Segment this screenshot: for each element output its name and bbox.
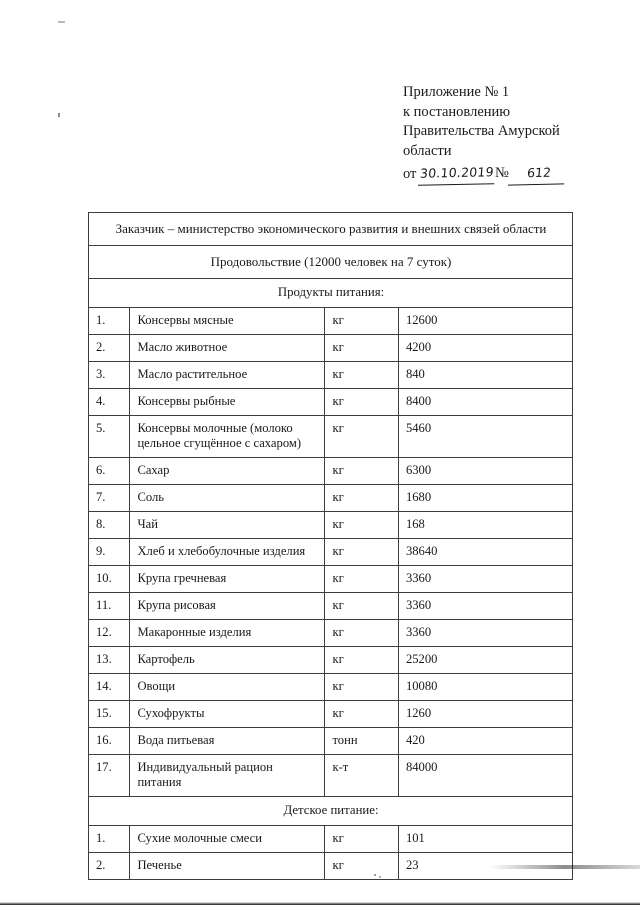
row-name: Сухие молочные смеси xyxy=(130,826,325,853)
row-unit: тонн xyxy=(325,728,399,755)
row-quantity: 3360 xyxy=(398,620,572,647)
row-unit: кг xyxy=(325,566,399,593)
section-food-cell: Продукты питания: xyxy=(89,279,573,308)
table-row xyxy=(89,566,573,593)
row-unit: кг xyxy=(325,826,399,853)
supplies-table xyxy=(88,212,573,880)
table-row-section-food xyxy=(89,279,573,308)
row-number: 2. xyxy=(89,853,130,880)
row-number: 1. xyxy=(89,826,130,853)
row-name: Овощи xyxy=(130,674,325,701)
row-quantity: 840 xyxy=(398,362,572,389)
document-header xyxy=(403,83,613,185)
title-cell: Продовольствие (12000 человек на 7 суток) xyxy=(89,246,573,279)
row-unit: кг xyxy=(325,458,399,485)
row-quantity: 84000 xyxy=(398,755,572,797)
row-number: 5. xyxy=(89,416,130,458)
row-unit: кг xyxy=(325,389,399,416)
row-quantity: 1260 xyxy=(398,701,572,728)
row-name: Вода питьевая xyxy=(130,728,325,755)
row-name: Макаронные изделия xyxy=(130,620,325,647)
scan-edge-artifact xyxy=(490,865,640,869)
table-row xyxy=(89,755,573,797)
row-quantity: 38640 xyxy=(398,539,572,566)
table-row xyxy=(89,362,573,389)
section-baby-cell: Детское питание: xyxy=(89,797,573,826)
table-row-customer xyxy=(89,213,573,246)
row-name: Масло растительное xyxy=(130,362,325,389)
row-quantity: 4200 xyxy=(398,335,572,362)
table-row xyxy=(89,539,573,566)
row-name: Картофель xyxy=(130,647,325,674)
row-number: 9. xyxy=(89,539,130,566)
row-name: Сухофрукты xyxy=(130,701,325,728)
row-unit: кг xyxy=(325,853,399,880)
row-quantity: 420 xyxy=(398,728,572,755)
row-number: 2. xyxy=(89,335,130,362)
row-number: 14. xyxy=(89,674,130,701)
table-row xyxy=(89,647,573,674)
table-row xyxy=(89,389,573,416)
row-unit: кг xyxy=(325,593,399,620)
row-number: 12. xyxy=(89,620,130,647)
decree-date-value: 30.10.2019 xyxy=(418,162,496,185)
row-quantity: 12600 xyxy=(398,308,572,335)
decree-number-value: 612 xyxy=(508,162,566,185)
table-row xyxy=(89,701,573,728)
date-prefix-label: от xyxy=(403,166,417,182)
row-unit: кг xyxy=(325,620,399,647)
row-unit: кг xyxy=(325,674,399,701)
scan-artifact xyxy=(58,113,60,117)
row-name: Хлеб и хлебобулочные изделия xyxy=(130,539,325,566)
table-row xyxy=(89,485,573,512)
row-number: 15. xyxy=(89,701,130,728)
header-line-region: области xyxy=(403,142,452,159)
table-row xyxy=(89,620,573,647)
row-number: 10. xyxy=(89,566,130,593)
row-quantity: 10080 xyxy=(398,674,572,701)
table-row xyxy=(89,335,573,362)
row-name: Индивидуальный рацион питания xyxy=(130,755,325,797)
row-quantity: 3360 xyxy=(398,593,572,620)
table-row xyxy=(89,416,573,458)
row-quantity: 25200 xyxy=(398,647,572,674)
table-row xyxy=(89,674,573,701)
row-number: 6. xyxy=(89,458,130,485)
number-symbol: № xyxy=(494,165,509,181)
row-unit: к-т xyxy=(325,755,399,797)
row-number: 16. xyxy=(89,728,130,755)
row-name: Крупа гречневая xyxy=(130,566,325,593)
supplies-table-body xyxy=(89,213,573,880)
row-unit: кг xyxy=(325,647,399,674)
row-name: Сахар xyxy=(130,458,325,485)
table-row xyxy=(89,826,573,853)
row-name: Масло животное xyxy=(130,335,325,362)
row-number: 7. xyxy=(89,485,130,512)
header-line-appendix: Приложение № 1 xyxy=(403,84,510,100)
row-name: Соль xyxy=(130,485,325,512)
table-row xyxy=(89,593,573,620)
row-number: 11. xyxy=(89,593,130,620)
row-name: Консервы молочные (молоко цельное сгущённое с сахаром) xyxy=(130,416,325,458)
row-unit: кг xyxy=(325,485,399,512)
header-line-authority: Правительства Амурской xyxy=(403,123,560,139)
row-name: Консервы мясные xyxy=(130,308,325,335)
row-unit: кг xyxy=(325,362,399,389)
row-quantity: 168 xyxy=(398,512,572,539)
row-number: 8. xyxy=(89,512,130,539)
scan-artifact xyxy=(58,21,65,23)
row-unit: кг xyxy=(325,416,399,458)
row-quantity: 101 xyxy=(398,826,572,853)
header-line-decree: к постановлению xyxy=(403,103,511,120)
row-quantity: 1680 xyxy=(398,485,572,512)
row-name: Консервы рыбные xyxy=(130,389,325,416)
row-quantity: 23 xyxy=(398,853,572,880)
row-number: 4. xyxy=(89,389,130,416)
row-number: 3. xyxy=(89,362,130,389)
row-unit: кг xyxy=(325,701,399,728)
row-number: 17. xyxy=(89,755,130,797)
row-quantity: 5460 xyxy=(398,416,572,458)
row-number: 13. xyxy=(89,647,130,674)
row-unit: кг xyxy=(325,512,399,539)
row-name: Крупа рисовая xyxy=(130,593,325,620)
table-row xyxy=(89,308,573,335)
row-quantity: 8400 xyxy=(398,389,572,416)
table-row xyxy=(89,458,573,485)
row-name: Печенье xyxy=(130,853,325,880)
decree-date-number-line xyxy=(403,163,613,185)
table-row xyxy=(89,728,573,755)
row-name: Чай xyxy=(130,512,325,539)
row-unit: кг xyxy=(325,308,399,335)
row-unit: кг xyxy=(325,335,399,362)
table-row-section-baby xyxy=(89,797,573,826)
row-unit: кг xyxy=(325,539,399,566)
row-number: 1. xyxy=(89,308,130,335)
table-row xyxy=(89,512,573,539)
customer-cell: Заказчик – министерство экономического развития и внешних связей области xyxy=(89,213,573,246)
table-row-title xyxy=(89,246,573,279)
row-quantity: 3360 xyxy=(398,566,572,593)
row-quantity: 6300 xyxy=(398,458,572,485)
